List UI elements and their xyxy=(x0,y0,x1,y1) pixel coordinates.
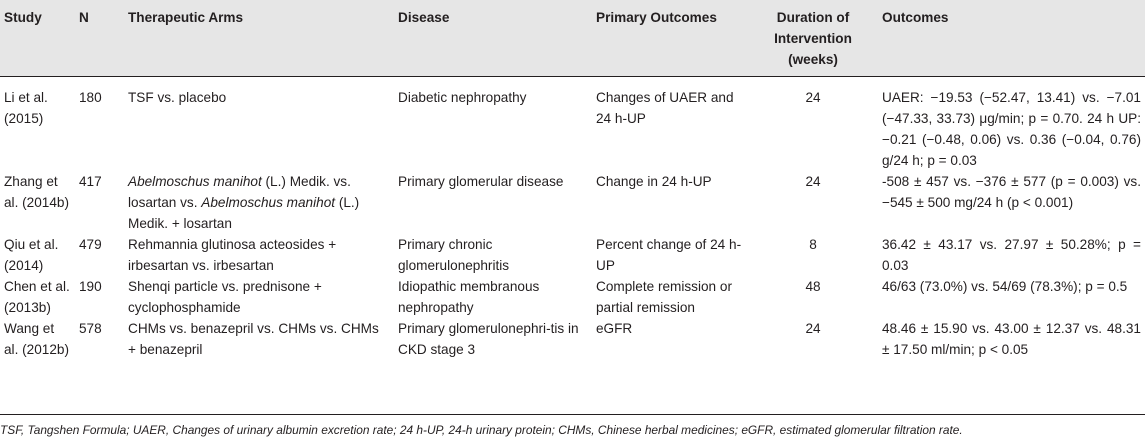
table-bottom-rule xyxy=(0,414,1145,415)
table-row xyxy=(0,171,1145,234)
table-row xyxy=(0,318,1145,360)
cell-duration: 24 xyxy=(805,90,821,105)
cell-outcomes: 48.46 ± 15.90 vs. 43.00 ± 12.37 vs. 48.31 ± 17.50 ml/min; p < 0.05 xyxy=(882,321,1141,357)
cell-n: 479 xyxy=(79,237,102,252)
header-study: Study xyxy=(0,0,75,77)
cell-study: Qiu et al. (2014) xyxy=(4,237,59,273)
cell-arms: TSF vs. placebo xyxy=(128,90,227,105)
cell-study: Li et al. (2015) xyxy=(4,90,48,126)
species-name: Abelmoschus manihot xyxy=(128,174,262,189)
header-n: N xyxy=(75,0,124,77)
arms-text: (L.) Medik. + losartan xyxy=(128,195,360,231)
cell-duration: 24 xyxy=(805,321,821,336)
cell-duration: 24 xyxy=(805,174,821,189)
cell-primary-outcomes: Changes of UAER and 24 h-UP xyxy=(596,90,734,126)
cell-disease: Primary chronic glomerulonephritis xyxy=(398,237,510,273)
cell-outcomes: 36.42 ± 43.17 vs. 27.97 ± 50.28%; p = 0.03 xyxy=(882,237,1141,273)
table-footnote: TSF, Tangshen Formula; UAER, Changes of urinary albumin excretion rate; 24 h-UP, 24-h urinary protein; CHMs, Chinese herbal medicines; eGFR, estimated glomerular filtration rate. xyxy=(0,423,963,437)
cell-n: 190 xyxy=(79,279,102,294)
table-header xyxy=(0,0,1145,77)
arms-text: (L.) Medik. vs. losartan vs. xyxy=(128,174,351,210)
cell-arms xyxy=(124,171,394,234)
cell-duration: 48 xyxy=(805,279,821,294)
cell-arms: Rehmannia glutinosa acteosides + irbesartan vs. irbesartan xyxy=(128,237,337,273)
cell-disease: Primary glomerular disease xyxy=(398,174,564,189)
table-row xyxy=(0,234,1145,276)
cell-study: Chen et al. (2013b) xyxy=(4,279,70,315)
cell-arms: CHMs vs. benazepril vs. CHMs vs. CHMs + benazepril xyxy=(128,321,379,357)
species-name: Abelmoschus manihot xyxy=(201,195,336,210)
cell-disease: Diabetic nephropathy xyxy=(398,90,527,105)
header-outcomes: Outcomes xyxy=(878,0,1145,77)
cell-primary-outcomes: eGFR xyxy=(596,321,633,336)
header-primary-outcomes: Primary Outcomes xyxy=(592,0,748,77)
cell-study: Zhang et al. (2014b) xyxy=(4,174,69,210)
cell-n: 180 xyxy=(79,90,102,105)
cell-n: 578 xyxy=(79,321,102,336)
cell-arms: Shenqi particle vs. prednisone + cyclophosphamide xyxy=(128,279,322,315)
cell-primary-outcomes: Complete remission or partial remission xyxy=(596,279,732,315)
header-therapeutic-arms: Therapeutic Arms xyxy=(124,0,394,77)
cell-outcomes: UAER: −19.53 (−52.47, 13.41) vs. −7.01 (−47.33, 33.73) μg/min; p = 0.70. 24 h UP: −0.21 (−0.48, 0.06) vs. 0.36 (−0.04, 0.76) g/24 h; p = 0.03 xyxy=(882,90,1141,168)
cell-disease: Primary glomerulonephri-tis in CKD stage 3 xyxy=(398,321,579,357)
table-row xyxy=(0,276,1145,318)
cell-disease: Idiopathic membranous nephropathy xyxy=(398,279,540,315)
cell-duration: 8 xyxy=(809,237,817,252)
cell-primary-outcomes: Percent change of 24 h-UP xyxy=(596,237,742,273)
cell-outcomes: 46/63 (73.0%) vs. 54/69 (78.3%); p = 0.5 xyxy=(882,279,1128,294)
cell-study: Wang et al. (2012b) xyxy=(4,321,69,357)
header-duration: Duration of Intervention (weeks) xyxy=(748,0,878,77)
cell-n: 417 xyxy=(79,174,102,189)
header-disease: Disease xyxy=(394,0,592,77)
table-row xyxy=(0,77,1145,172)
cell-primary-outcomes: Change in 24 h-UP xyxy=(596,174,712,189)
cell-outcomes: -508 ± 457 vs. −376 ± 577 (p = 0.003) vs. −545 ± 500 mg/24 h (p < 0.001) xyxy=(882,174,1141,210)
